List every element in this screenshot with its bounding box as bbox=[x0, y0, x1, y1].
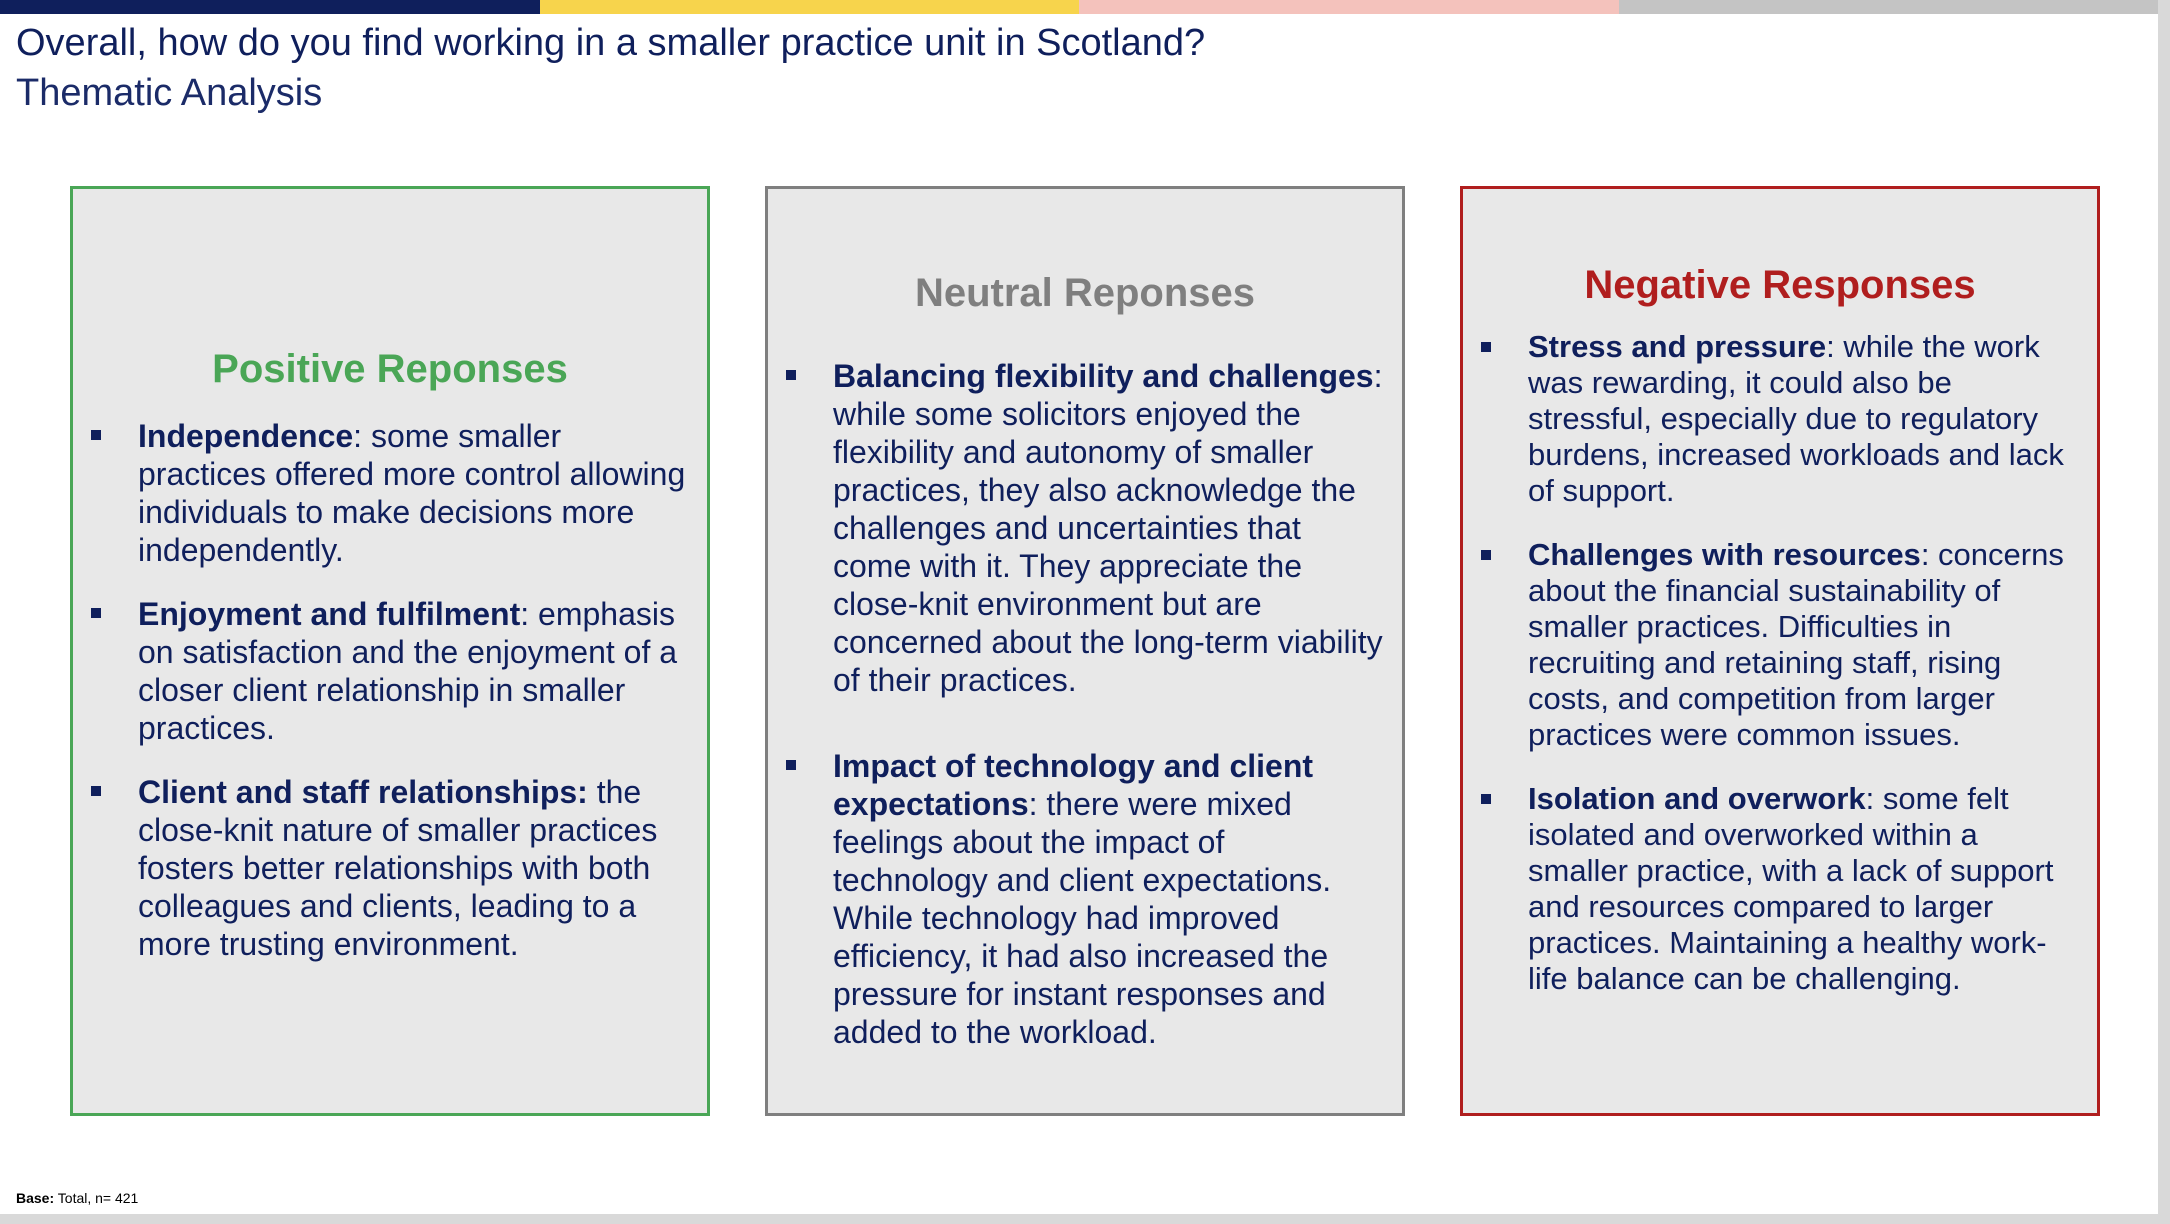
square-bullet-icon bbox=[786, 760, 796, 770]
theme-text: there were mixed feelings about the impact of technology and client expectations. While technology had improved efficiency, it had also increased the pressure for instant responses and added to the workload. bbox=[833, 786, 1332, 1050]
slide-title: Overall, how do you find working in a smaller practice unit in Scotland? bbox=[16, 22, 1206, 64]
square-bullet-icon bbox=[1481, 550, 1491, 560]
panel-heading: Positive Reponses bbox=[212, 347, 568, 391]
theme-text: the close-knit nature of smaller practices fosters better relationships with both colleagues and clients, leading to a more trusting environment. bbox=[138, 774, 658, 962]
top-bar-segment-navy bbox=[0, 0, 540, 14]
theme-separator: : bbox=[520, 596, 539, 632]
theme-term: Enjoyment and fulfilment bbox=[138, 596, 521, 632]
panel-heading: Negative Responses bbox=[1584, 263, 1976, 307]
theme-separator: : bbox=[1826, 329, 1844, 364]
theme-item bbox=[73, 417, 707, 569]
theme-item bbox=[1463, 537, 2097, 753]
theme-term: Challenges with resources bbox=[1528, 537, 1921, 572]
square-bullet-icon bbox=[91, 608, 101, 618]
top-color-bar bbox=[0, 0, 2158, 14]
theme-text: some smaller practices offered more control allowing individuals to make decisions more independently. bbox=[138, 418, 686, 568]
theme-separator bbox=[588, 774, 597, 810]
square-bullet-icon bbox=[786, 370, 796, 380]
slide-subtitle: Thematic Analysis bbox=[16, 72, 323, 114]
base-text: Total, n= 421 bbox=[54, 1190, 139, 1206]
theme-separator: : bbox=[1920, 537, 1939, 572]
theme-item bbox=[73, 595, 707, 747]
theme-term: Balancing flexibility and challenges bbox=[833, 358, 1374, 394]
theme-text: concerns about the financial sustainability of smaller practices. Difficulties in recruiting and retaining staff, rising costs, and competition from larger practices were common issues. bbox=[1528, 537, 2064, 752]
positive-responses-panel bbox=[70, 186, 710, 1116]
theme-term: Isolation and overwork bbox=[1528, 781, 1866, 816]
theme-separator: : bbox=[1865, 781, 1883, 816]
theme-list bbox=[768, 357, 1402, 1051]
theme-list bbox=[1463, 329, 2097, 997]
theme-item bbox=[73, 773, 707, 963]
square-bullet-icon bbox=[1481, 794, 1491, 804]
theme-text: some felt isolated and overworked within a smaller practice, with a lack of support and resources compared to larger practices. Maintaining a healthy work-life balance can be challenging. bbox=[1528, 781, 2054, 996]
top-bar-segment-yellow bbox=[540, 0, 1080, 14]
theme-term: Independence bbox=[138, 418, 354, 454]
theme-term: Client and staff relationships: bbox=[138, 774, 588, 810]
top-bar-segment-pink bbox=[1079, 0, 1619, 14]
square-bullet-icon bbox=[1481, 342, 1491, 352]
theme-list bbox=[73, 417, 707, 963]
theme-separator: : bbox=[353, 418, 371, 454]
theme-term: Impact of technology and client expectations bbox=[833, 748, 1314, 822]
theme-item bbox=[1463, 781, 2097, 997]
negative-responses-panel bbox=[1460, 186, 2100, 1116]
base-footnote bbox=[16, 1190, 138, 1206]
base-label: Base: bbox=[16, 1190, 55, 1206]
theme-separator: : bbox=[1373, 358, 1383, 394]
theme-text: while the work was rewarding, it could also be stressful, especially due to regulatory burdens, increased workloads and lack of support. bbox=[1528, 329, 2064, 508]
theme-text: emphasis on satisfaction and the enjoyment of a closer client relationship in smaller practices. bbox=[138, 596, 678, 746]
square-bullet-icon bbox=[91, 786, 101, 796]
theme-item bbox=[768, 747, 1402, 1051]
neutral-responses-panel bbox=[765, 186, 1405, 1116]
theme-text: while some solicitors enjoyed the flexibility and autonomy of smaller practices, they also acknowledge the challenges and uncertainties that come with it. They appreciate the close-knit environment but are concerned about the long-term viability of their practices. bbox=[833, 396, 1383, 698]
square-bullet-icon bbox=[91, 430, 101, 440]
theme-item bbox=[1463, 329, 2097, 509]
theme-term: Stress and pressure bbox=[1528, 329, 1827, 364]
panel-heading: Neutral Reponses bbox=[914, 271, 1256, 315]
theme-item bbox=[768, 357, 1402, 699]
theme-separator: : bbox=[1028, 786, 1047, 822]
top-bar-segment-grey bbox=[1619, 0, 2159, 14]
